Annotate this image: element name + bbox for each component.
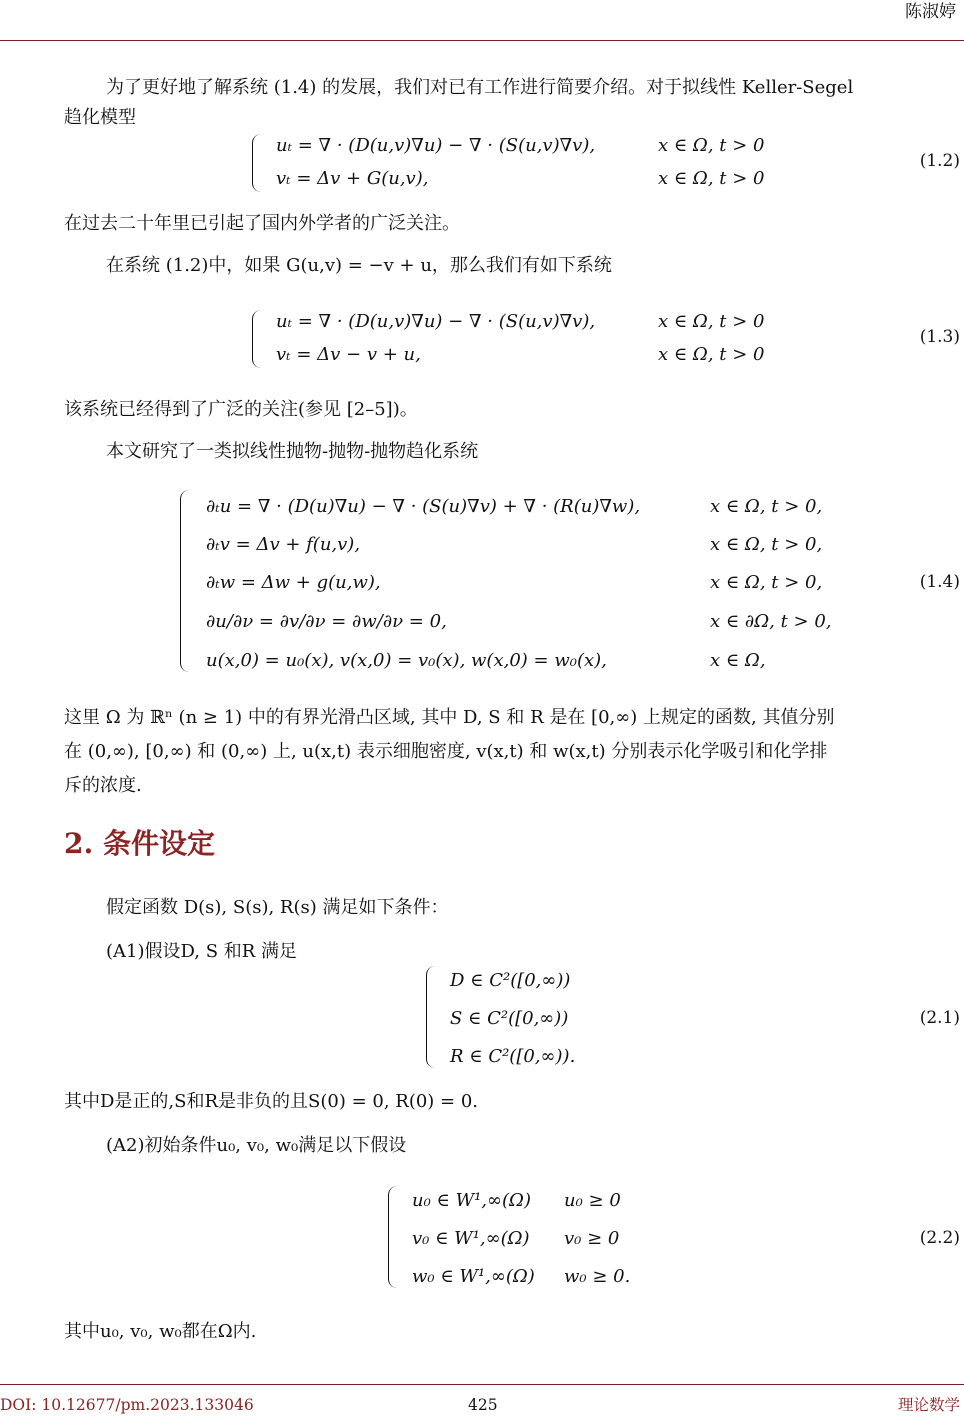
equation-line: uₜ = ∇ · (D(u,v)∇u) − ∇ · (S(u,v)∇v), [276, 135, 596, 156]
equation-brace [388, 1186, 399, 1288]
running-header-author: 陈淑婷 [905, 2, 956, 22]
equation-brace [252, 134, 263, 192]
equation-line: u(x,0) = u₀(x), v(x,0) = v₀(x), w(x,0) = w₀(x), [206, 650, 607, 671]
equation-condition: x ∈ Ω, t > 0 [658, 135, 765, 156]
equation-line: vₜ = Δv − v + u, [276, 344, 421, 365]
equation-condition: x ∈ Ω, t > 0 [658, 168, 765, 189]
equation-number: (1.3) [919, 327, 960, 347]
paragraph-intro-line2: 趋化模型 [64, 107, 136, 128]
equation-line: u₀ ∈ W¹,∞(Ω) [412, 1190, 531, 1211]
equation-brace [252, 310, 263, 368]
equation-line: uₜ = ∇ · (D(u,v)∇u) − ∇ · (S(u,v)∇v), [276, 311, 596, 332]
footer-journal: 理论数学 [897, 1396, 960, 1414]
equation-line: vₜ = Δv + G(u,v), [276, 168, 429, 189]
paragraph-line: 斥的浓度. [64, 775, 142, 796]
equation-condition: w₀ ≥ 0. [564, 1266, 631, 1287]
equation-number: (2.2) [919, 1228, 960, 1248]
equation-condition: x ∈ ∂Ω, t > 0, [710, 611, 832, 632]
paragraph: 假定函数 D(s), S(s), R(s) 满足如下条件： [106, 897, 449, 918]
equation-line: w₀ ∈ W¹,∞(Ω) [412, 1266, 535, 1287]
assumption-a2: (A2)初始条件u₀, v₀, w₀满足以下假设 [106, 1135, 407, 1156]
equation-condition: x ∈ Ω, t > 0, [710, 572, 823, 593]
footer-page-number: 425 [468, 1396, 498, 1414]
paragraph-intro-line1: 为了更好地了解系统 (1.4) 的发展，我们对已有工作进行简要介绍。对于拟线性 Keller-Segel [106, 77, 854, 98]
equation-line: ∂ₜu = ∇ · (D(u)∇u) − ∇ · (S(u)∇v) + ∇ · (R(u)∇w), [206, 496, 641, 517]
equation-line: ∂u/∂ν = ∂v/∂ν = ∂w/∂ν = 0, [206, 611, 447, 632]
paragraph-line: 在 (0,∞), [0,∞) 和 (0,∞) 上, u(x,t) 表示细胞密度, v(x,t) 和 w(x,t) 分别表示化学吸引和化学排 [64, 741, 828, 762]
equation-condition: u₀ ≥ 0 [564, 1190, 621, 1211]
assumption-a1: (A1)假设D, S 和R 满足 [106, 941, 298, 962]
equation-condition: x ∈ Ω, t > 0 [658, 344, 765, 365]
equation-number: (1.2) [919, 151, 960, 171]
paragraph: 本文研究了一类拟线性抛物-抛物-抛物趋化系统 [106, 441, 479, 462]
equation-line: v₀ ∈ W¹,∞(Ω) [412, 1228, 530, 1249]
equation-line: ∂ₜv = Δv + f(u,v), [206, 534, 361, 555]
equation-condition: x ∈ Ω, t > 0 [658, 311, 765, 332]
equation-brace [180, 490, 191, 672]
equation-line: D ∈ C²([0,∞)) [450, 970, 571, 991]
footer-rule [0, 1384, 964, 1385]
equation-condition: x ∈ Ω, t > 0, [710, 534, 823, 555]
equation-condition: v₀ ≥ 0 [564, 1228, 620, 1249]
equation-line: ∂ₜw = Δw + g(u,w), [206, 572, 381, 593]
paragraph: 在过去二十年里已引起了国内外学者的广泛关注。 [64, 213, 460, 234]
equation-brace [426, 966, 437, 1068]
equation-number: (1.4) [919, 572, 960, 592]
paragraph: 其中u₀, v₀, w₀都在Ω内. [64, 1321, 257, 1342]
section-heading: 2. 条件设定 [64, 827, 215, 860]
equation-number: (2.1) [919, 1008, 960, 1028]
equation-condition: x ∈ Ω, t > 0, [710, 496, 823, 517]
paragraph: 其中D是正的,S和R是非负的且S(0) = 0, R(0) = 0. [64, 1091, 479, 1112]
equation-condition: x ∈ Ω, [710, 650, 766, 671]
paragraph: 在系统 (1.2)中，如果 G(u,v) = −v + u，那么我们有如下系统 [106, 255, 612, 276]
equation-line: S ∈ C²([0,∞)) [450, 1008, 569, 1029]
paragraph: 该系统已经得到了广泛的关注(参见 [2–5])。 [64, 399, 418, 420]
header-rule [0, 40, 964, 41]
equation-line: R ∈ C²([0,∞)). [450, 1046, 576, 1067]
footer-doi[interactable]: DOI: 10.12677/pm.2023.133046 [0, 1396, 254, 1414]
paragraph-line: 这里 Ω 为 ℝⁿ (n ≥ 1) 中的有界光滑凸区域, 其中 D, S 和 R 是在 [0,∞) 上规定的函数, 其值分别 [64, 707, 835, 728]
